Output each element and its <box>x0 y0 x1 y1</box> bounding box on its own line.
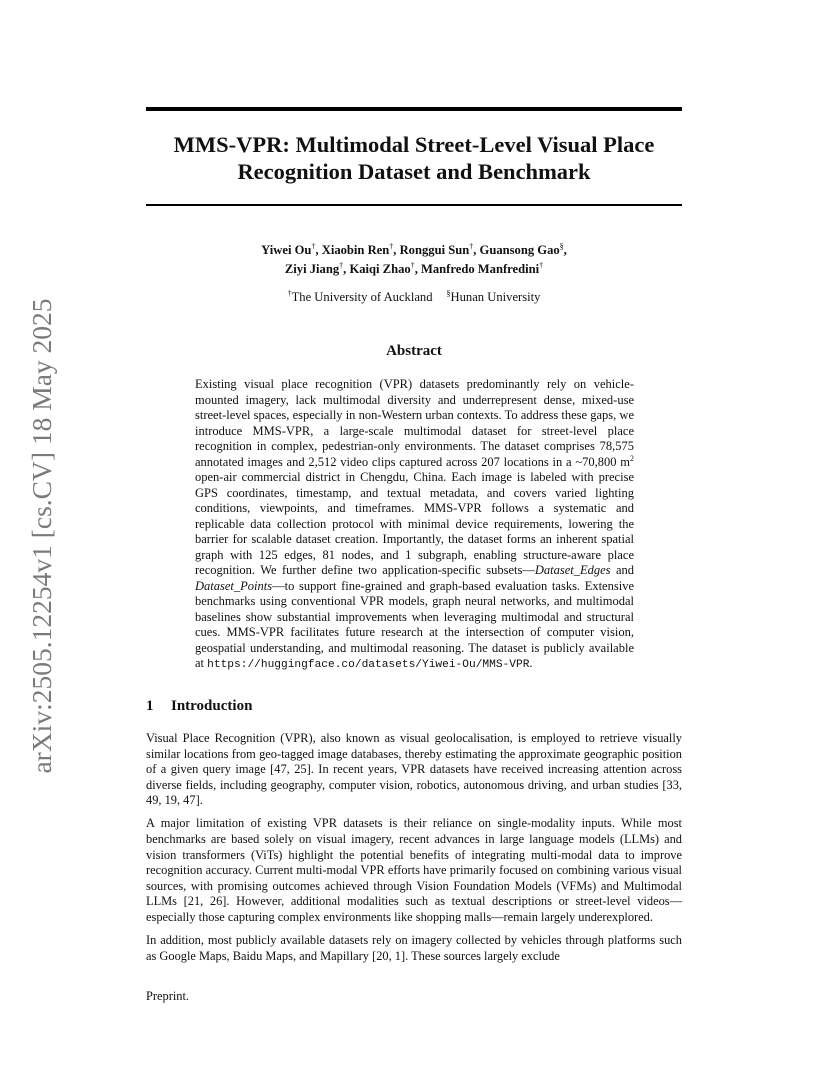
author: Ronggui Sun†, <box>399 242 480 257</box>
title-line-2: Recognition Dataset and Benchmark <box>237 159 591 184</box>
footer-note: Preprint. <box>146 989 190 1003</box>
author: Xiaobin Ren†, <box>321 242 400 257</box>
subset-name: Dataset_Edges <box>534 563 611 577</box>
abstract-body: Existing visual place recognition (VPR) datasets predominantly rely on vehicle-mounted imagery, lack multimodal diversity and underrepresent dense, mixed-use street-level spaces, especially in non-Western urban contexts. To address these gaps, we introduce MMS-VPR, a large-scale multimodal dataset for street-level place recognition in complex, pedestrian-only environments. The dataset comprises 78,575 annotated images and 2,512 video clips captured across 207 locations in a ~70,800 $m^2$ open-air commercial district in Chengdu, China. Each image is labeled with precise GPS coordinates, timestamp, and textual metadata, and covers varied lighting conditions, viewpoints, and timeframes. MMS-VPR follows a systematic and replicable data collection protocol with minimal device requirements, lowering the barrier for scalable dataset creation. Importantly, the dataset forms an inherent spatial graph with 125 edges, 81 nodes, and 1 subgraph, enabling structure-aware place recognition. We further define two application-specific subsets—Dataset_Edges and Dataset_Points—to support fine-grained and graph-based evaluation tasks. Extensive benchmarks using conventional VPR models, graph neural networks, and multimodal baselines show substantial improvements when leveraging multimodal and structural cues. MMS-VPR facilitates future research at the intersection of computer vision, geospatial understanding, and multimodal reasoning. The dataset is publicly available at https://huggingface.co/datasets/Yiwei-Ou/MMS-VPR. <box>195 377 634 671</box>
title-bottom-rule <box>146 204 682 206</box>
introduction-body <box>146 731 682 972</box>
affiliations <box>146 289 682 306</box>
abstract-heading: Abstract <box>386 343 442 359</box>
dataset-link[interactable]: https://huggingface.co/datasets/Yiwei-Ou/MMS-VPR <box>207 659 530 671</box>
author: Manfredo Manfredini† <box>420 261 544 276</box>
section-title: Introduction <box>171 698 253 714</box>
superscript: 2 <box>630 453 634 463</box>
section-heading-introduction <box>146 698 252 715</box>
author-list <box>146 241 682 279</box>
affiliation: §Hunan University <box>446 289 541 304</box>
subset-name: Dataset_Points <box>195 578 273 593</box>
author: Yiwei Ou†, <box>261 242 322 257</box>
title-top-rule <box>146 107 682 111</box>
author: Guansong Gao§, <box>479 242 567 257</box>
affiliation: †The University of Auckland <box>287 289 433 304</box>
paragraph: A major limitation of existing VPR datasets is their reliance on single-modality inputs. While most benchmarks are based solely on visual imagery, recent advances in large language models (LLMs) and vision transformers (ViTs) highlight the potential benefits of integrating multi-modal data to improve recognition accuracy. Current multi-modal VPR efforts have primarily focused on combining various visual sources, with promising outcomes achieved through Vision Foundation Models (VFMs) and Multimodal LLMs [21, 26]. However, additional modalities such as textual descriptions or street-level videos—especially those capturing complex environments like shopping malls—remain largely underexplored. <box>146 816 682 925</box>
arxiv-identifier: arXiv:2505.12254v1 [cs.CV] 18 May 2025 <box>26 298 57 774</box>
title-line-1: MMS-VPR: Multimodal Street-Level Visual Place <box>173 132 655 157</box>
paragraph: In addition, most publicly available datasets rely on imagery collected by vehicles through platforms such as Google Maps, Baidu Maps, and Mapillary [20, 1]. These sources largely exclude <box>146 933 682 963</box>
author: Kaiqi Zhao†, <box>349 261 421 276</box>
paper-title <box>146 131 682 185</box>
author: Ziyi Jiang†, <box>284 261 350 276</box>
paragraph: Visual Place Recognition (VPR), also known as visual geolocalisation, is employed to retrieve visually similar locations from geo-tagged image databases, thereby estimating the approximate geographic position of a given query image [47, 25]. In recent years, VPR datasets have received increasing attention across diverse fields, including geography, computer vision, robotics, autonomous driving, and urban studies [33, 49, 19, 47]. <box>146 731 682 808</box>
section-number: 1 <box>146 698 154 714</box>
